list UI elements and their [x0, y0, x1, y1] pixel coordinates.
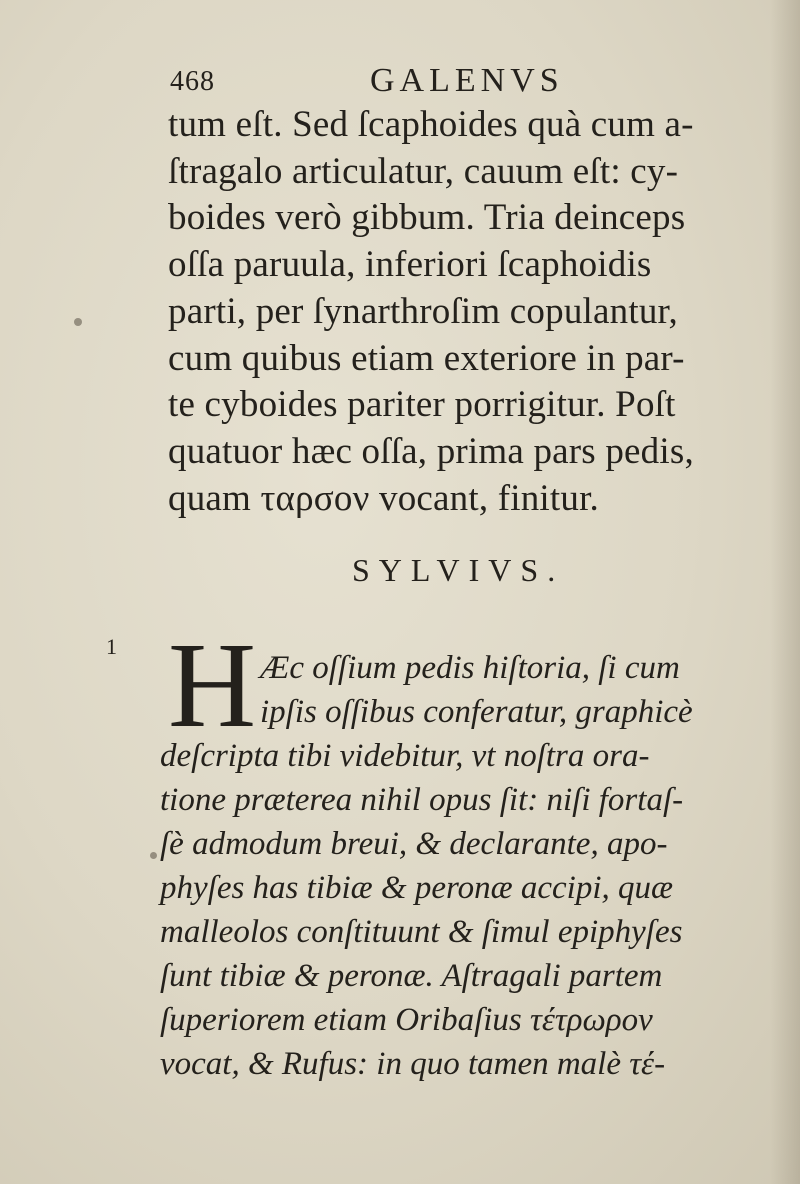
commentary-line: Æc oſſium pedis hiſtoria, ſi cum — [260, 650, 680, 686]
commentary-line: malleolos conſtituunt & ſimul epiphyſes — [160, 914, 683, 950]
commentary-line: deſcripta tibi videbitur, vt noſtra ora- — [160, 738, 650, 774]
marginal-note-number: 1 — [106, 634, 117, 659]
page-header — [170, 62, 730, 106]
commentary-line: vocat, & Rufus: in quo tamen malè τέ- — [160, 1046, 666, 1082]
text-line: te cyboides pariter porrigitur. Poſt — [168, 384, 676, 426]
commentary-line: ſè admodum breui, & declarante, apo- — [160, 826, 668, 862]
text-line: quam ταρσον vocant, finitur. — [168, 477, 600, 519]
text-line: cum quibus etiam exteriore in par- — [168, 337, 685, 379]
page-number: 468 — [170, 66, 215, 97]
section-heading: SYLVIVS. — [352, 552, 565, 588]
running-head: GALENVS — [370, 62, 564, 99]
text-line: quatuor hæc oſſa, prima pars pedis, — [168, 430, 694, 472]
commentary-line: tione præterea nihil opus ſit: niſi fortaſ- — [160, 782, 684, 818]
sylvius-commentary-block — [160, 646, 750, 1086]
page-edge-shadow — [770, 0, 800, 1184]
paper-speck — [150, 852, 157, 859]
commentary-line: ſuperiorem etiam Oribaſius τέτρωρον — [160, 1002, 653, 1038]
text-line: oſſa paruula, inferiori ſcaphoidis — [168, 244, 652, 286]
commentary-line: ipſis oſſibus conferatur, graphicè — [260, 694, 693, 730]
commentary-line: phyſes has tibiæ & peronæ accipi, quæ — [160, 870, 673, 906]
text-line: parti, per ſynarthroſim copulantur, — [168, 290, 679, 332]
galen-text-block — [168, 102, 738, 522]
text-line: boides verò gibbum. Tria deinceps — [168, 197, 686, 239]
text-line: ſtragalo articulatur, cauum eſt: cy- — [168, 150, 679, 192]
text-line: tum eſt. Sed ſcaphoides quà cum a- — [168, 104, 694, 145]
paper-speck — [74, 318, 82, 326]
drop-cap-initial: H — [168, 618, 257, 753]
commentary-line: ſunt tibiæ & peronæ. Aſtragali partem — [160, 958, 663, 994]
